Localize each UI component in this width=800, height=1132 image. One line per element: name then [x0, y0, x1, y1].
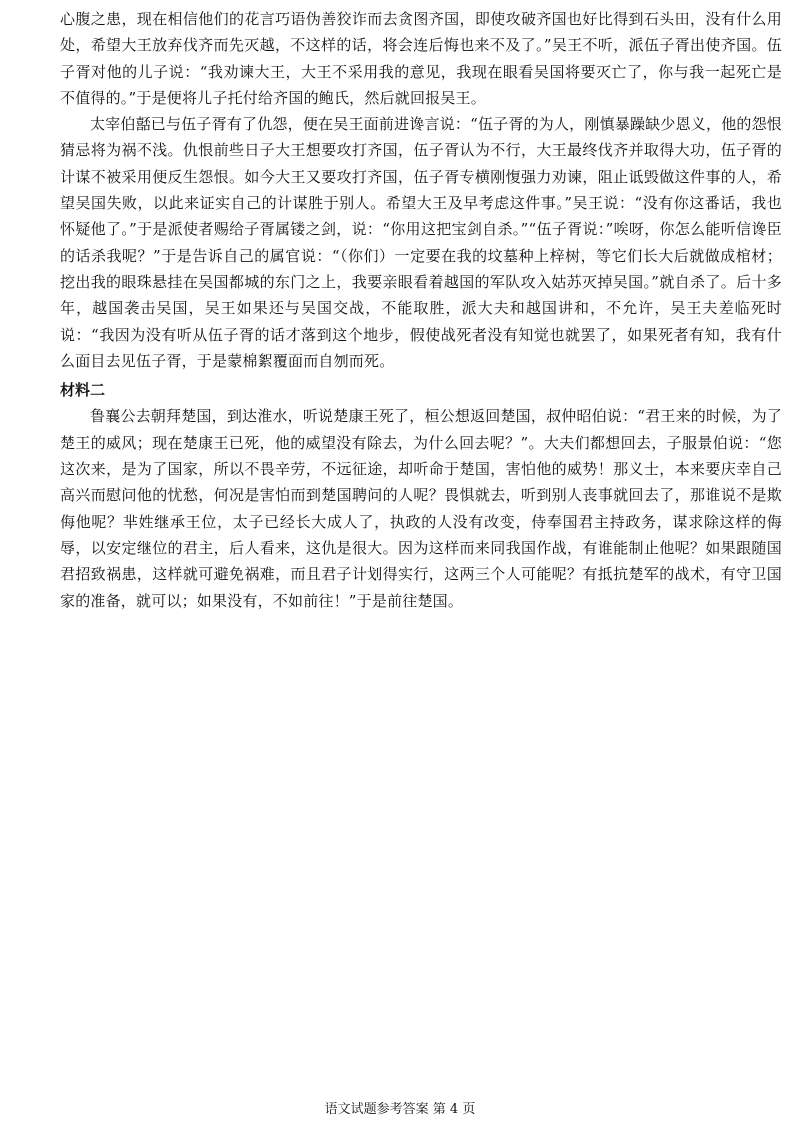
document-body	[60, 6, 782, 614]
footer-label: 语文试题参考答案	[324, 1102, 429, 1117]
paragraph-material-two: 鲁襄公去朝拜楚国，到达淮水，听说楚康王死了，桓公想返回楚国，叔仲昭伯说：“君王来的时候，为了楚王的威风；现在楚康王已死，他的威望没有除去，为什么回去呢？”。大夫们都想回去，子服景伯说：“您这次来，是为了国家，所以不畏辛劳，不远征途，却听命于楚国，害怕他的威势！那义士，本来要庆幸自己高兴而慰问他的忧愁，何况是害怕而到楚国聘问的人呢？畏惧就去，听到别人丧事就回去了，那谁说不是欺侮他呢？芈姓继承王位，太子已经长大成人了，执政的人没有改变，侍奉国君主持政务，谋求除这样的侮辱，以安定继位的君主，后人看来，这仇是很大。因为这样而来同我国作战，有谁能制止他呢？如果跟随国君招致祸患，这样就可避免祸难，而且君子计划得实行，这两三个人可能呢？有抵抗楚军的战术，有守卫国家的准备，就可以；如果没有，不如前往！”于是前往楚国。	[60, 407, 782, 610]
footer-page-number: 第 4 页	[432, 1102, 476, 1117]
paragraph-bopi-slander: 太宰伯嚭已与伍子胥有了仇怨，便在吴王面前进谗言说：“伍子胥的为人，刚慎暴躁缺少恩义，他的怨恨猜忌将为祸不浅。仇恨前些日子大王想要攻打齐国，伍子胥认为不行，大王最终伐齐并取得大功，伍子胥的计谋不被采用便反生怨恨。如今大王又要攻打齐国，伍子胥专横刚愎强力劝谏，阻止诋毁做这件事的人，希望吴国失败，以此来证实自己的计谋胜于别人。希望大王及早考虑这件事。”吴王说：“没有你这番话，我也怀疑他了。”于是派使者赐给子胥属镂之剑，说：“你用这把宝剑自杀。”“伍子胥说：”唉呀，你怎么能听信谗臣的话杀我呢？”于是告诉自己的属官说：“（你们）一定要在我的坟墓种上梓树，等它们长大后就做成棺材；挖出我的眼珠悬挂在吴国都城的东门之上，我要亲眼看着越国的军队攻入姑苏灭掉吴国。”就自杀了。后十多年，越国袭击吴国，吴王如果还与吴国交战，不能取胜，派大夫和越国讲和，不允许，吴王夫差临死时说：“我因为没有听从伍子胥的话才落到这个地步，假使战死者没有知觉也就罢了，如果死者有知，我有什么面目去见伍子胥，于是蒙棉絮覆面而自刎而死。	[60, 115, 782, 370]
section-heading: 材料二	[60, 381, 106, 400]
paragraph-continuation: 心腹之患，现在相信他们的花言巧语伪善狡诈而去贪图齐国，即使攻破齐国也好比得到石头田，没有什么用处，希望大王放弃伐齐而先灭越，不这样的话，将会连后悔也来不及了。”吴王不听，派伍子胥出使齐国。伍子胥对他的儿子说：“我劝谏大王，大王不采用我的意见，我现在眼看吴国将要灭亡了，你与我一起死亡是不值得的。”于是便将儿子托付给齐国的鲍氏，然后就回报吴王。	[60, 10, 782, 107]
page-footer	[0, 1101, 800, 1119]
